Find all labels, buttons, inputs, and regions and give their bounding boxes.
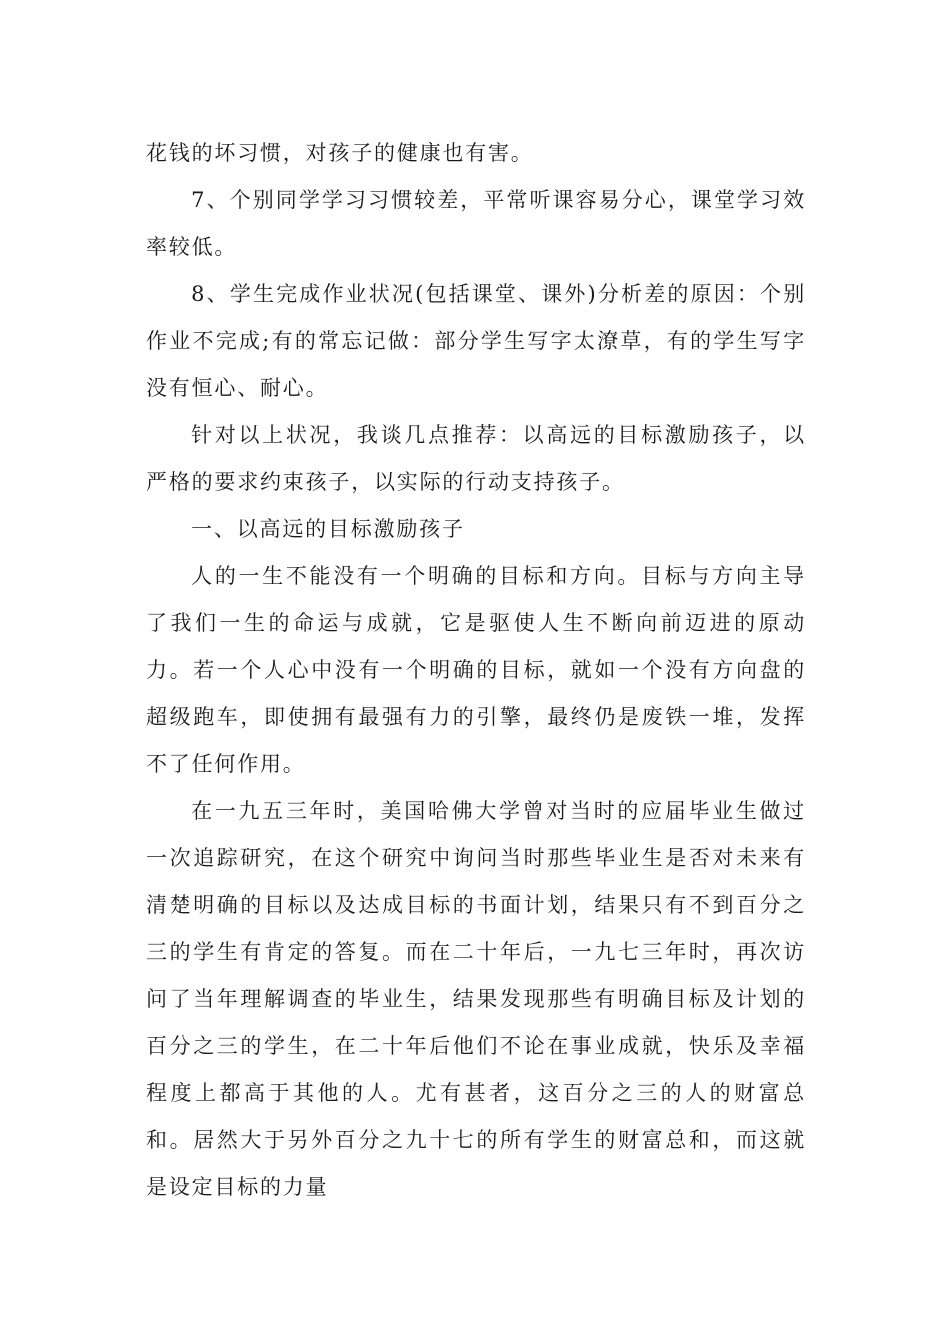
paragraph-goals: 人的一生不能没有一个明确的目标和方向。目标与方向主导了我们一生的命运与成就，它是驱使人生不断向前迈进的原动力。若一个人心中没有一个明确的目标，就如一个没有方向盘的超级跑车，即使拥有最强有力的引擎，最终仍是废铁一堆，发挥不了任何作用。 [146,564,806,776]
paragraph-recommendations: 针对以上状况，我谈几点推荐：以高远的目标激励孩子，以严格的要求约束孩子，以实际的行动支持孩子。 [146,423,806,494]
paragraph-harvard-study: 在一九五三年时，美国哈佛大学曾对当时的应届毕业生做过一次追踪研究，在这个研究中询问当时那些毕业生是否对未来有清楚明确的目标以及达成目标的书面计划，结果只有不到百分之三的学生有肯定的答复。而在二十年后，一九七三年时，再次访问了当年理解调查的毕业生，结果发现那些有明确目标及计划的百分之三的学生，在二十年后他们不论在事业成就，快乐及幸福程度上都高于其他的人。尤有甚者，这百分之三的人的财富总和。居然大于另外百分之九十七的所有学生的财富总和，而这就是设定目标的力量 [146,799,806,1199]
paragraph-item-8: 8、学生完成作业状况(包括课堂、课外)分析差的原因：个别作业不完成;有的常忘记做：部分学生写字太潦草，有的学生写字没有恒心、耐心。 [146,282,806,400]
paragraph-continuation: 花钱的坏习惯，对孩子的健康也有害。 [146,141,534,165]
document-body [146,130,806,1211]
section-heading-1: 一、以高远的目标激励孩子 [191,517,465,541]
paragraph-item-7: 7、个别同学学习习惯较差，平常听课容易分心，课堂学习效率较低。 [146,188,806,259]
